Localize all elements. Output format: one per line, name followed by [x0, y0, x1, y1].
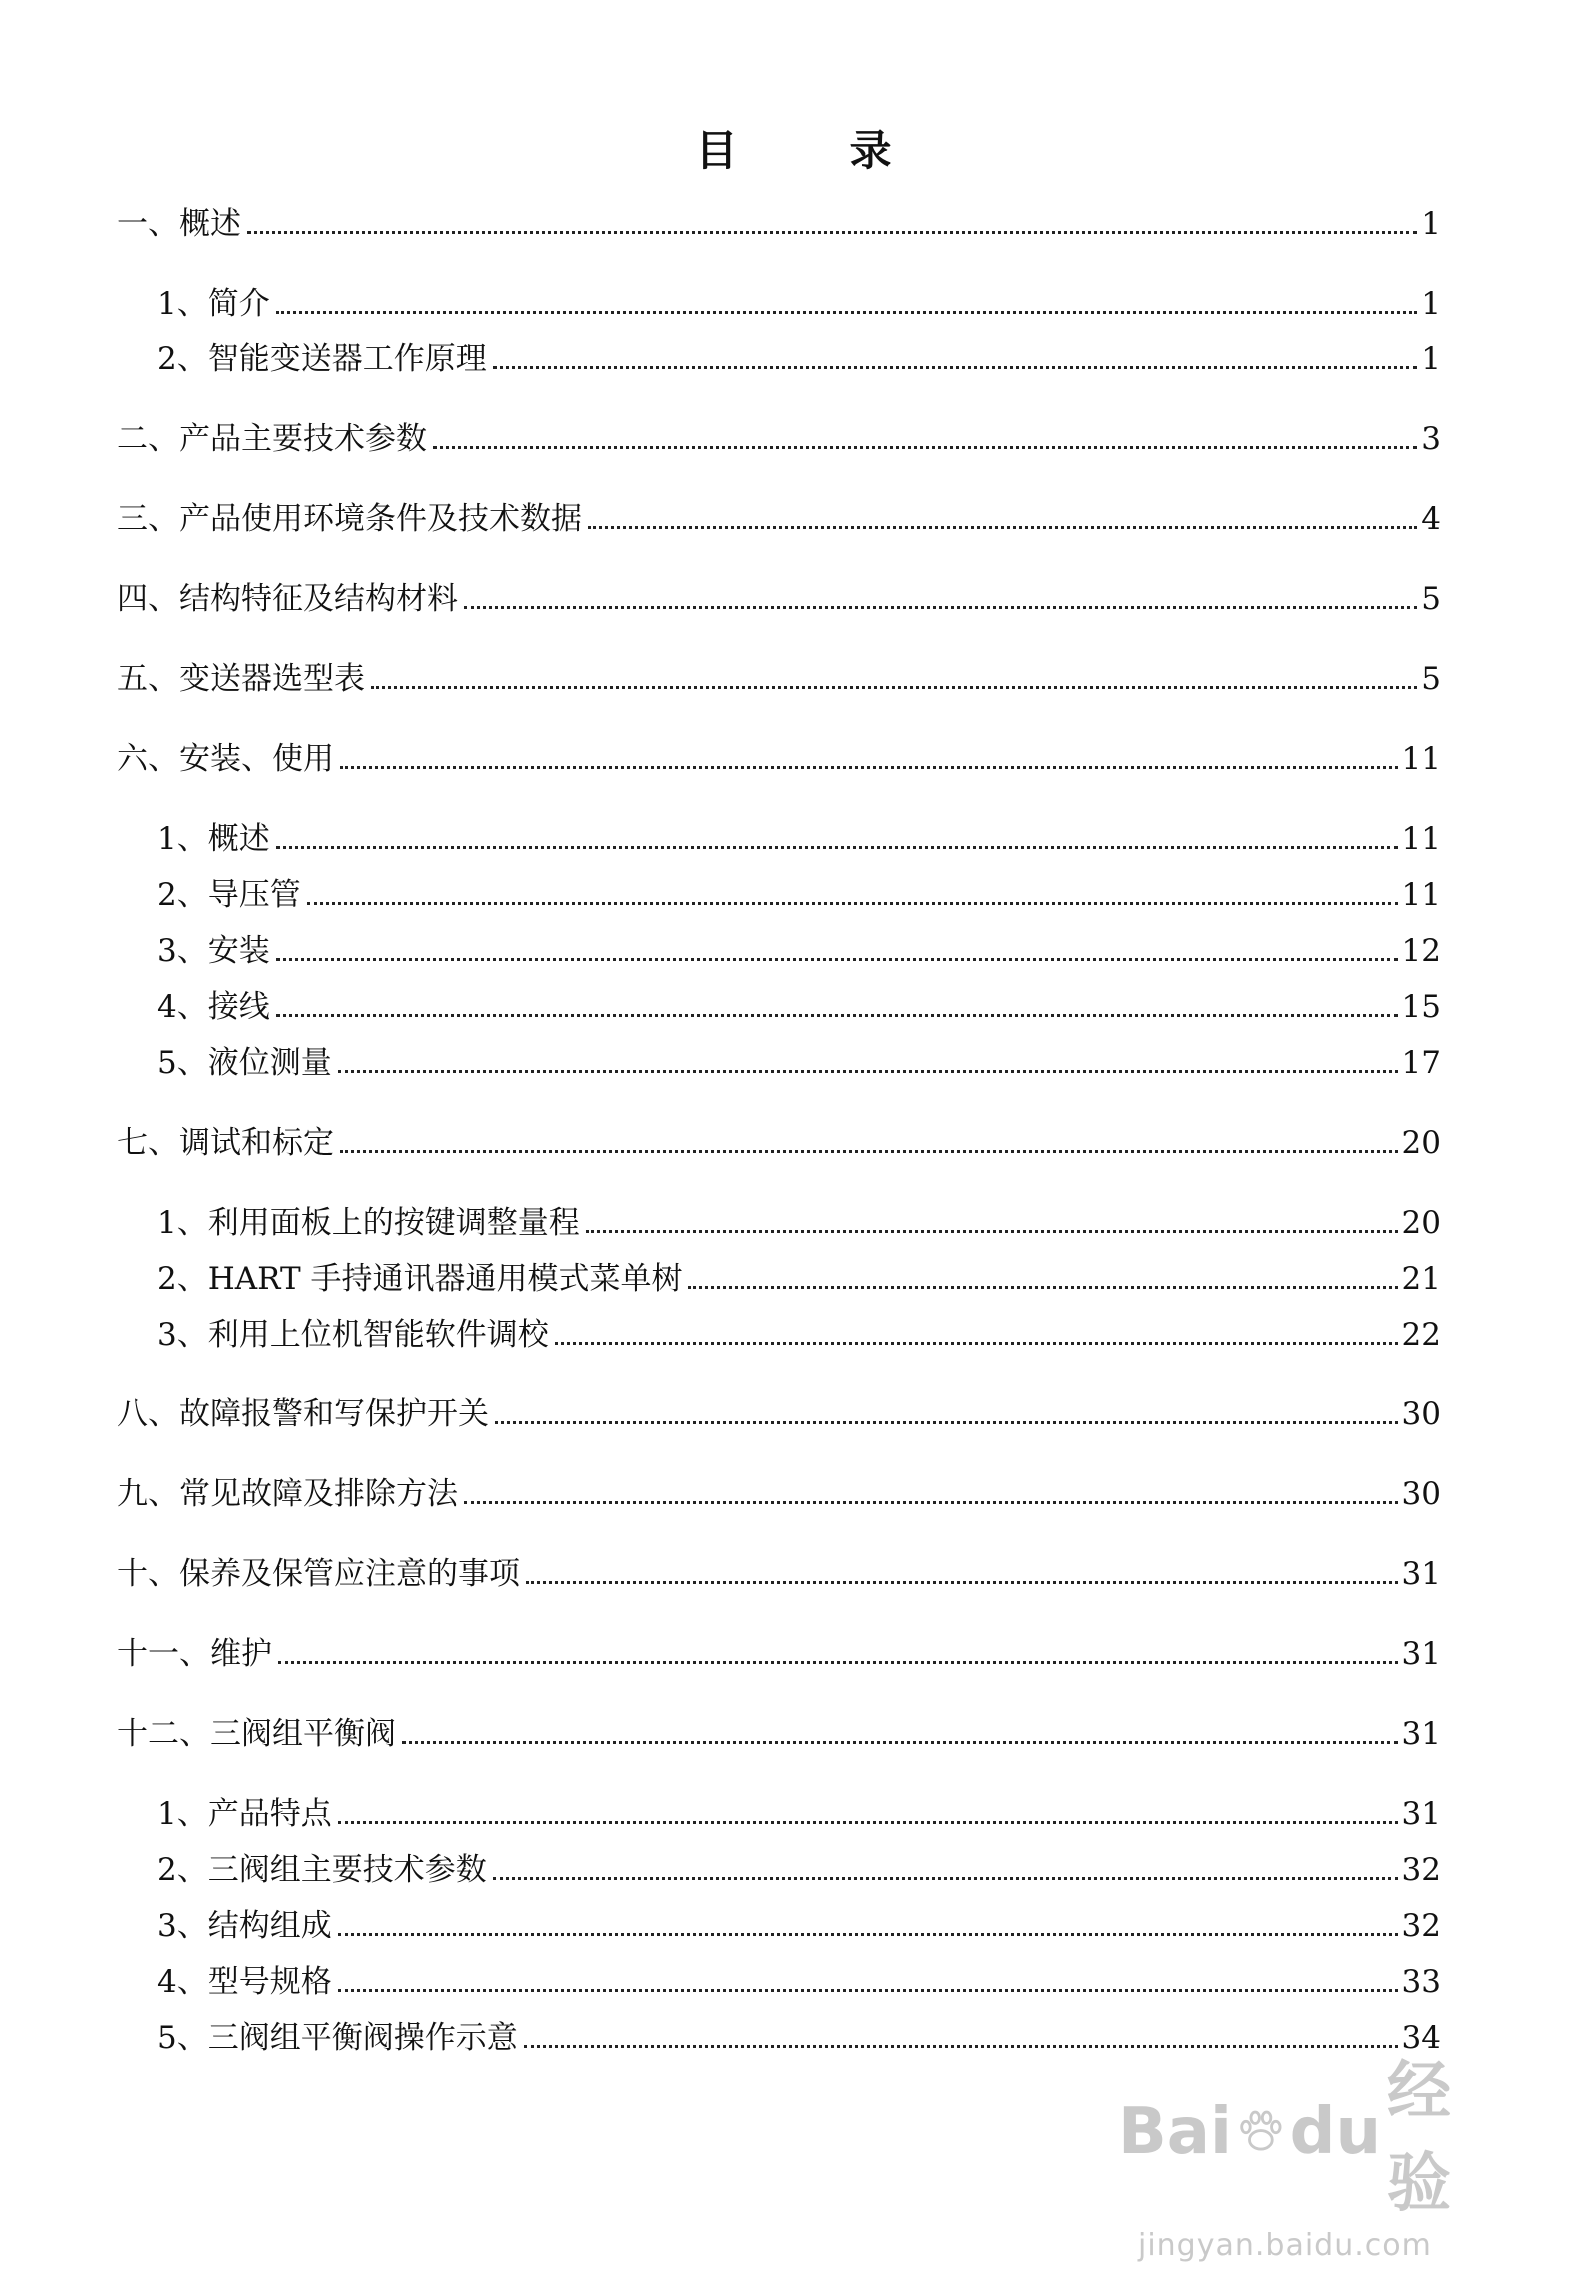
toc-entry[interactable] — [0, 1846, 1589, 1890]
toc-entry-label: 3、安装 — [157, 933, 270, 969]
toc-entry-label: 1、概述 — [157, 821, 270, 857]
toc-entry-page: 31 — [1401, 1556, 1441, 1592]
toc-entry-page: 4 — [1421, 501, 1441, 537]
toc-entry-page: 11 — [1401, 821, 1441, 857]
toc-entry-label: 2、智能变送器工作原理 — [157, 341, 487, 377]
toc-entry-page: 17 — [1401, 1045, 1441, 1081]
paw-icon — [1236, 2097, 1286, 2167]
toc-entry-label: 九、常见故障及排除方法 — [117, 1476, 458, 1512]
dot-leader — [276, 958, 1398, 961]
page-title — [0, 118, 1589, 178]
dot-leader — [307, 902, 1398, 905]
toc-entry[interactable] — [0, 335, 1589, 379]
toc-entry[interactable] — [0, 1550, 1589, 1594]
toc-entry-label: 5、液位测量 — [157, 1045, 332, 1081]
toc-entry-label: 2、导压管 — [157, 877, 301, 913]
dot-leader — [493, 366, 1418, 369]
dot-leader — [402, 1741, 1398, 1744]
toc-entry-label: 十、保养及保管应注意的事项 — [117, 1556, 520, 1592]
toc-entry-label: 六、安装、使用 — [117, 741, 334, 777]
dot-leader — [586, 1230, 1398, 1233]
toc-entry-label: 2、三阀组主要技术参数 — [157, 1852, 487, 1888]
toc-entry[interactable] — [0, 815, 1589, 859]
dot-leader — [464, 606, 1417, 609]
dot-leader — [495, 1421, 1398, 1424]
toc-entry-page: 1 — [1421, 341, 1441, 377]
toc-entry-label: 1、利用面板上的按键调整量程 — [157, 1205, 580, 1241]
toc-entry-page: 30 — [1401, 1476, 1441, 1512]
toc-entry-page: 30 — [1401, 1396, 1441, 1432]
toc-entry-page: 21 — [1401, 1261, 1441, 1297]
toc-entry-label: 3、利用上位机智能软件调校 — [157, 1317, 549, 1353]
dot-leader — [688, 1286, 1397, 1289]
toc-entry[interactable] — [0, 1311, 1589, 1355]
toc-entry[interactable] — [0, 1710, 1589, 1754]
toc-entry-page: 22 — [1401, 1317, 1441, 1353]
toc-entry-page: 20 — [1401, 1205, 1441, 1241]
toc-entry[interactable] — [0, 495, 1589, 539]
toc-entry[interactable] — [0, 1039, 1589, 1083]
toc-entry-label: 1、产品特点 — [157, 1796, 332, 1832]
dot-leader — [276, 1014, 1398, 1017]
toc-entry[interactable] — [0, 415, 1589, 459]
baidu-logo — [1118, 2040, 1478, 2224]
logo-text-du: du — [1289, 2095, 1382, 2169]
watermark-url: jingyan.baidu.com — [1138, 2228, 1432, 2263]
toc-entry[interactable] — [0, 1958, 1589, 2002]
toc-entry-label: 3、结构组成 — [157, 1908, 332, 1944]
toc-entry[interactable] — [0, 1119, 1589, 1163]
toc-entry-page: 11 — [1401, 877, 1441, 913]
toc-entry-label: 八、故障报警和写保护开关 — [117, 1396, 489, 1432]
dot-leader — [338, 1821, 1398, 1824]
logo-text-jingyan: 经验 — [1387, 2055, 1452, 2221]
toc-entry[interactable] — [0, 735, 1589, 779]
dot-leader — [247, 231, 1417, 234]
toc-entry[interactable] — [0, 1255, 1589, 1299]
title-char-1: 目 — [695, 126, 740, 175]
toc-entry-page: 31 — [1401, 1796, 1441, 1832]
toc-entry-label: 1、简介 — [157, 286, 270, 322]
toc-entry-page: 11 — [1401, 741, 1441, 777]
toc-entry-page: 1 — [1421, 286, 1441, 322]
toc-entry-label: 四、结构特征及结构材料 — [117, 581, 458, 617]
toc-entry-label: 4、型号规格 — [157, 1964, 332, 2000]
toc-entry[interactable] — [0, 1470, 1589, 1514]
dot-leader — [464, 1501, 1398, 1504]
title-char-2: 录 — [849, 126, 894, 175]
dot-leader — [338, 1933, 1398, 1936]
toc-entry-label: 十二、三阀组平衡阀 — [117, 1716, 396, 1752]
toc-entry-page: 5 — [1421, 581, 1441, 617]
dot-leader — [338, 1070, 1398, 1073]
dot-leader — [493, 1877, 1398, 1880]
dot-leader — [276, 311, 1418, 314]
dot-leader — [340, 1150, 1398, 1153]
toc-entry-label: 5、三阀组平衡阀操作示意 — [157, 2020, 518, 2056]
toc-entry[interactable] — [0, 575, 1589, 619]
toc-entry[interactable] — [0, 983, 1589, 1027]
toc-entry[interactable] — [0, 1902, 1589, 1946]
dot-leader — [338, 1989, 1398, 1992]
dot-leader — [555, 1342, 1398, 1345]
toc-entry[interactable] — [0, 1390, 1589, 1434]
logo-text-bai: Bai — [1118, 2095, 1232, 2169]
dot-leader — [526, 1581, 1398, 1584]
toc-entry-page: 31 — [1401, 1716, 1441, 1752]
toc-entry[interactable] — [0, 200, 1589, 244]
toc-entry[interactable] — [0, 871, 1589, 915]
toc-entry[interactable] — [0, 1630, 1589, 1674]
toc-entry-page: 31 — [1401, 1636, 1441, 1672]
toc-entry-label: 一、概述 — [117, 206, 241, 242]
toc-entry-label: 三、产品使用环境条件及技术数据 — [117, 501, 582, 537]
toc-entry-page: 32 — [1401, 1852, 1441, 1888]
toc-entry-page: 3 — [1421, 421, 1441, 457]
toc-entry[interactable] — [0, 927, 1589, 971]
dot-leader — [371, 686, 1417, 689]
toc-entry-label: 4、接线 — [157, 989, 270, 1025]
dot-leader — [433, 446, 1417, 449]
dot-leader — [340, 766, 1398, 769]
toc-entry[interactable] — [0, 655, 1589, 699]
toc-entry[interactable] — [0, 280, 1589, 324]
toc-entry-label: 十一、维护 — [117, 1636, 272, 1672]
toc-entry-page: 12 — [1401, 933, 1441, 969]
toc-entry-page: 15 — [1401, 989, 1441, 1025]
dot-leader — [588, 526, 1417, 529]
toc-entry[interactable] — [0, 1790, 1589, 1834]
toc-entry-page: 1 — [1421, 206, 1441, 242]
toc-entry-label: 五、变送器选型表 — [117, 661, 365, 697]
dot-leader — [278, 1661, 1398, 1664]
toc-entry-page: 20 — [1401, 1125, 1441, 1161]
toc-entry[interactable] — [0, 1199, 1589, 1243]
toc-entry-page: 34 — [1401, 2020, 1441, 2056]
dot-leader — [276, 846, 1398, 849]
toc-entry-page: 32 — [1401, 1908, 1441, 1944]
toc-entry-page: 5 — [1421, 661, 1441, 697]
toc-entry-label: 七、调试和标定 — [117, 1125, 334, 1161]
toc-entry-page: 33 — [1401, 1964, 1441, 2000]
toc-entry-label: 2、HART 手持通讯器通用模式菜单树 — [157, 1261, 683, 1297]
toc-entry-label: 二、产品主要技术参数 — [117, 421, 427, 457]
baidu-jingyan-watermark — [1118, 2040, 1478, 2263]
